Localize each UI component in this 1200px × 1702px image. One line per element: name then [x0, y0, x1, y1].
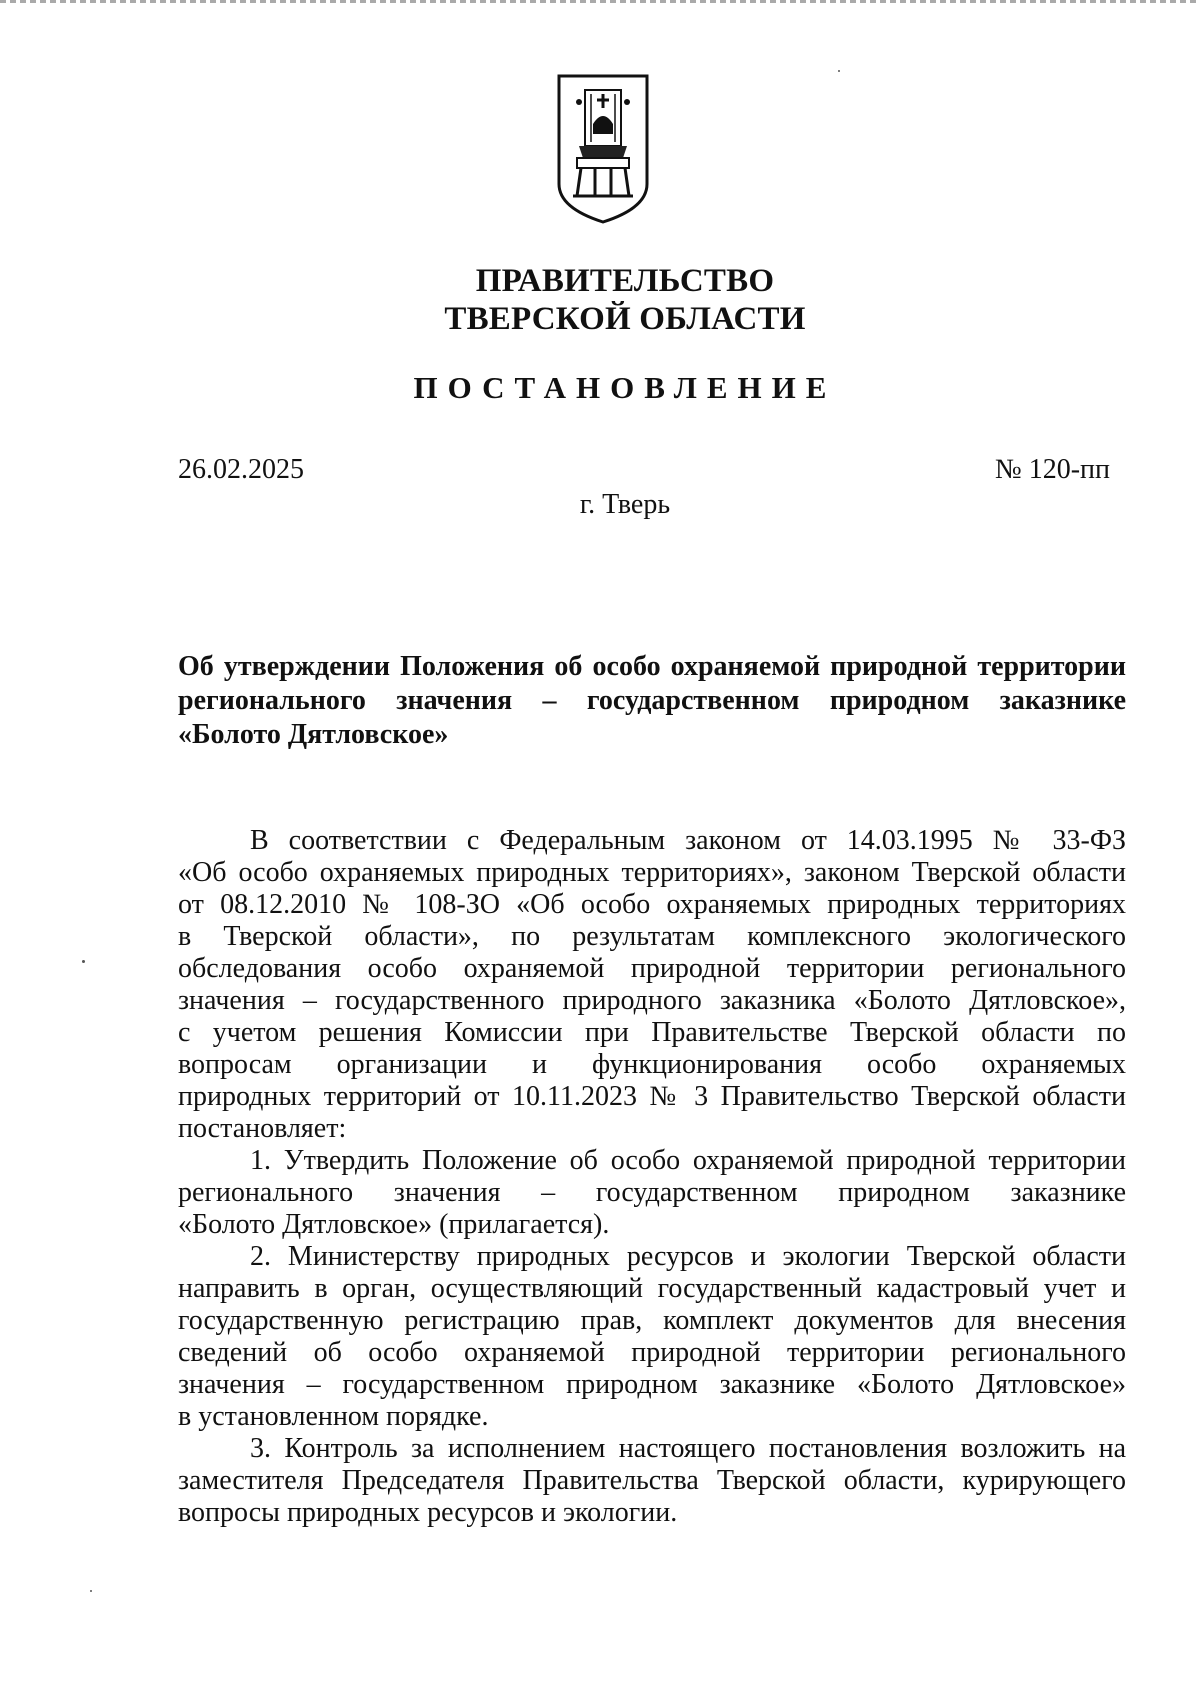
text-line: вопросы природных ресурсов и экологии. — [178, 1497, 678, 1528]
text-line: обследования особо охраняемой природной территории регионального — [178, 953, 1126, 984]
scan-speck — [82, 960, 85, 963]
text-line: «Болото Дятловское» (прилагается). — [178, 1209, 610, 1240]
document-city: г. Тверь — [579, 489, 671, 520]
title-line: регионального значения – государственном природном заказнике — [178, 685, 1126, 716]
title-line: «Болото Дятловское» — [178, 719, 449, 750]
document-number: № 120-пп — [994, 454, 1110, 485]
tver-region-coat-of-arms-icon — [555, 72, 651, 226]
text-line: вопросам организации и функционирования особо охраняемых — [178, 1049, 1126, 1080]
document-title — [178, 650, 1126, 752]
text-line: В соответствии с Федеральным законом от 14.03.1995 № 33-ФЗ — [250, 825, 1126, 856]
text-line: сведений об особо охраняемой природной территории регионального — [178, 1337, 1126, 1368]
text-line: в установленном порядке. — [178, 1401, 489, 1432]
text-line: государственную регистрацию прав, комплект документов для внесения — [178, 1305, 1126, 1336]
text-line: природных территорий от 10.11.2023 № 3 Правительство Тверской области — [178, 1081, 1126, 1112]
text-line: от 08.12.2010 № 108-ЗО «Об особо охраняемых природных территориях — [178, 889, 1126, 920]
text-line: значения – государственного природного заказника «Болото Дятловское», — [178, 985, 1126, 1016]
item-3-paragraph — [178, 1433, 1126, 1529]
text-line: 3. Контроль за исполнением настоящего постановления возложить на — [250, 1433, 1126, 1464]
text-line: 2. Министерству природных ресурсов и экологии Тверской области — [250, 1241, 1126, 1272]
item-1-paragraph — [178, 1145, 1126, 1241]
document-body — [178, 825, 1126, 1529]
title-line: Об утверждении Положения об особо охраняемой природной территории — [178, 651, 1126, 682]
scan-speck — [838, 70, 840, 72]
preamble-paragraph — [178, 825, 1126, 1145]
text-line: с учетом решения Комиссии при Правительстве Тверской области по — [178, 1017, 1126, 1048]
document-date: 26.02.2025 — [178, 454, 304, 485]
text-line: направить в орган, осуществляющий государственный кадастровый учет и — [178, 1273, 1126, 1304]
scan-edge — [0, 0, 1200, 3]
text-line: постановляет: — [178, 1113, 347, 1144]
text-line: значения – государственном природном заказнике «Болото Дятловское» — [178, 1369, 1126, 1400]
text-line: регионального значения – государственном природном заказнике — [178, 1177, 1126, 1208]
text-line: «Об особо охраняемых природных территориях», законом Тверской области — [178, 857, 1126, 888]
item-2-paragraph — [178, 1241, 1126, 1433]
scan-speck — [90, 1590, 92, 1592]
org-name-line-1: ПРАВИТЕЛЬСТВО — [475, 263, 775, 299]
text-line: заместителя Председателя Правительства Тверской области, курирующего — [178, 1465, 1126, 1496]
text-line: в Тверской области», по результатам комплексного экологического — [178, 921, 1126, 952]
document-type: ПОСТАНОВЛЕНИЕ — [413, 370, 837, 405]
text-line: 1. Утвердить Положение об особо охраняемой природной территории — [250, 1145, 1126, 1176]
org-name-line-2: ТВЕРСКОЙ ОБЛАСТИ — [444, 301, 806, 337]
